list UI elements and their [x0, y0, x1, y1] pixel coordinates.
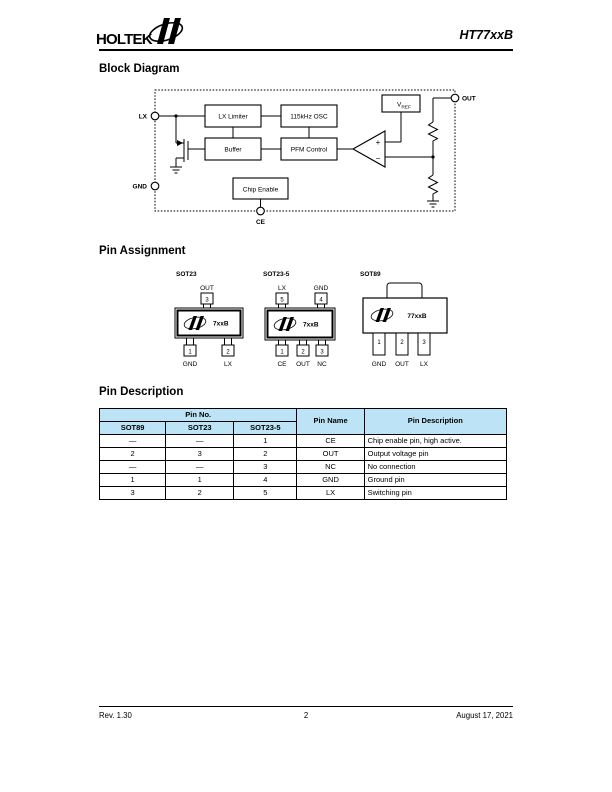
cell-sot89: 2 [100, 448, 166, 461]
cell-pin-name: NC [297, 461, 364, 474]
pin-label-lx: LX [138, 113, 147, 121]
cell-sot89: — [100, 461, 166, 474]
section-title-pin-description: Pin Description [99, 386, 184, 398]
pin-number: 2 [226, 349, 230, 356]
page-footer [99, 711, 513, 723]
package-name: SOT89 [360, 271, 381, 278]
pin-label: OUT [395, 361, 409, 368]
cell-sot23: 1 [166, 474, 234, 487]
pin-out [451, 94, 459, 102]
table-row [100, 461, 507, 474]
pin-lx [151, 112, 159, 120]
cell-sot23: 2 [166, 487, 234, 500]
pin-label: GND [371, 361, 387, 368]
col-header-sot89: SOT89 [100, 422, 166, 435]
chip-label: 7xxB [213, 320, 229, 328]
block-vref [382, 95, 420, 112]
comparator-plus: + [375, 138, 381, 147]
release-date: August 17, 2021 [456, 711, 513, 720]
block-osc [281, 105, 337, 127]
cell-sot23-5: 1 [234, 435, 297, 448]
junction-dot [174, 114, 177, 117]
comparator-symbol [353, 131, 385, 167]
page-number: 2 [303, 711, 309, 720]
block-diagram [95, 85, 515, 235]
cell-pin-description: No connection [364, 461, 506, 474]
section-title-pin-assignment: Pin Assignment [99, 245, 186, 257]
block-label: Buffer [224, 146, 242, 154]
cell-pin-description: Ground pin [364, 474, 506, 487]
pin-label: NC [317, 361, 327, 368]
cell-pin-description: Switching pin [364, 487, 506, 500]
table-row [100, 487, 507, 500]
col-header-pin-no: Pin No. [100, 409, 297, 422]
block-label: 115kHz OSC [290, 113, 328, 121]
pin-gnd [151, 182, 159, 190]
cell-pin-name: GND [297, 474, 364, 487]
col-header-sot23-5: SOT23-5 [234, 422, 297, 435]
pin-description-table [99, 408, 507, 500]
block-label: PFM Control [290, 146, 328, 154]
package-body [363, 298, 447, 333]
pin-number: 5 [280, 297, 284, 304]
package-sot23 [175, 271, 243, 368]
cell-sot89: — [100, 435, 166, 448]
pin-label: GND [182, 361, 198, 368]
pin-number: 1 [188, 349, 192, 356]
pin-label-ce: CE [255, 219, 266, 226]
cell-sot23: — [166, 461, 234, 474]
pin-label: LX [420, 361, 428, 368]
cell-pin-name: OUT [297, 448, 364, 461]
holtek-logo [96, 12, 201, 52]
chip-label: 77xxB [407, 313, 427, 320]
pin-assignment-diagram [95, 265, 515, 380]
block-chip-enable [233, 178, 288, 199]
pin-number: 3 [422, 340, 426, 346]
cell-sot23-5: 4 [234, 474, 297, 487]
holtek-logo-mark [147, 18, 184, 45]
cell-sot23-5: 2 [234, 448, 297, 461]
section-title-block-diagram: Block Diagram [99, 63, 180, 75]
table-row [100, 474, 507, 487]
cell-pin-name: LX [297, 487, 364, 500]
pin-label: LX [278, 285, 286, 292]
pin-label: CE [277, 361, 287, 368]
table-row [100, 448, 507, 461]
cell-sot23-5: 5 [234, 487, 297, 500]
mosfet-symbol [170, 116, 205, 173]
package-name: SOT23-5 [263, 271, 290, 278]
pin-label-out: OUT [462, 95, 476, 103]
cell-sot89: 3 [100, 487, 166, 500]
revision-label: Rev. 1.30 [99, 711, 132, 720]
cell-pin-name: CE [297, 435, 364, 448]
block-label: LX Limiter [218, 113, 248, 121]
pin-label: LX [224, 361, 232, 368]
pin-label-gnd: GND [132, 183, 147, 191]
block-label: Chip Enable [242, 186, 279, 194]
chip-label: 7xxB [303, 321, 319, 329]
pin-number: 4 [319, 297, 323, 304]
cell-pin-description: Chip enable pin, high active. [364, 435, 506, 448]
cell-sot23-5: 3 [234, 461, 297, 474]
pin-number: 2 [400, 340, 404, 346]
col-header-sot23: SOT23 [166, 422, 234, 435]
brand-text: HOLTEK [96, 31, 152, 48]
block-pfm-control [281, 138, 337, 160]
junction-dot [431, 155, 434, 158]
cell-sot89: 1 [100, 474, 166, 487]
table-row [100, 435, 507, 448]
package-sot23-5 [263, 271, 335, 368]
pin-ce [257, 207, 265, 215]
cell-pin-description: Output voltage pin [364, 448, 506, 461]
footer-divider [99, 706, 513, 707]
pin-label: OUT [200, 285, 214, 292]
pin-label: GND [313, 285, 329, 292]
pin-number: 1 [280, 349, 284, 356]
pin-label: OUT [296, 361, 310, 368]
cell-sot23: 3 [166, 448, 234, 461]
pin-number: 1 [377, 340, 381, 346]
pin-number: 3 [320, 349, 324, 356]
col-header-pin-description: Pin Description [364, 409, 506, 435]
pin-number: 2 [301, 349, 305, 356]
package-name: SOT23 [176, 271, 197, 278]
table-header-row [100, 409, 507, 422]
package-body [265, 308, 335, 340]
block-label: $V_{REF}$ [397, 101, 411, 111]
comparator-minus: − [375, 154, 381, 163]
package-sot89 [360, 271, 447, 368]
cell-sot23: — [166, 435, 234, 448]
block-lx-limiter [205, 105, 261, 127]
package-body [175, 308, 243, 338]
header-divider [99, 49, 513, 51]
pin-number: 3 [205, 297, 209, 304]
part-number: HT77xxB [459, 28, 513, 42]
col-header-pin-name: Pin Name [297, 409, 364, 435]
block-buffer [205, 138, 261, 160]
